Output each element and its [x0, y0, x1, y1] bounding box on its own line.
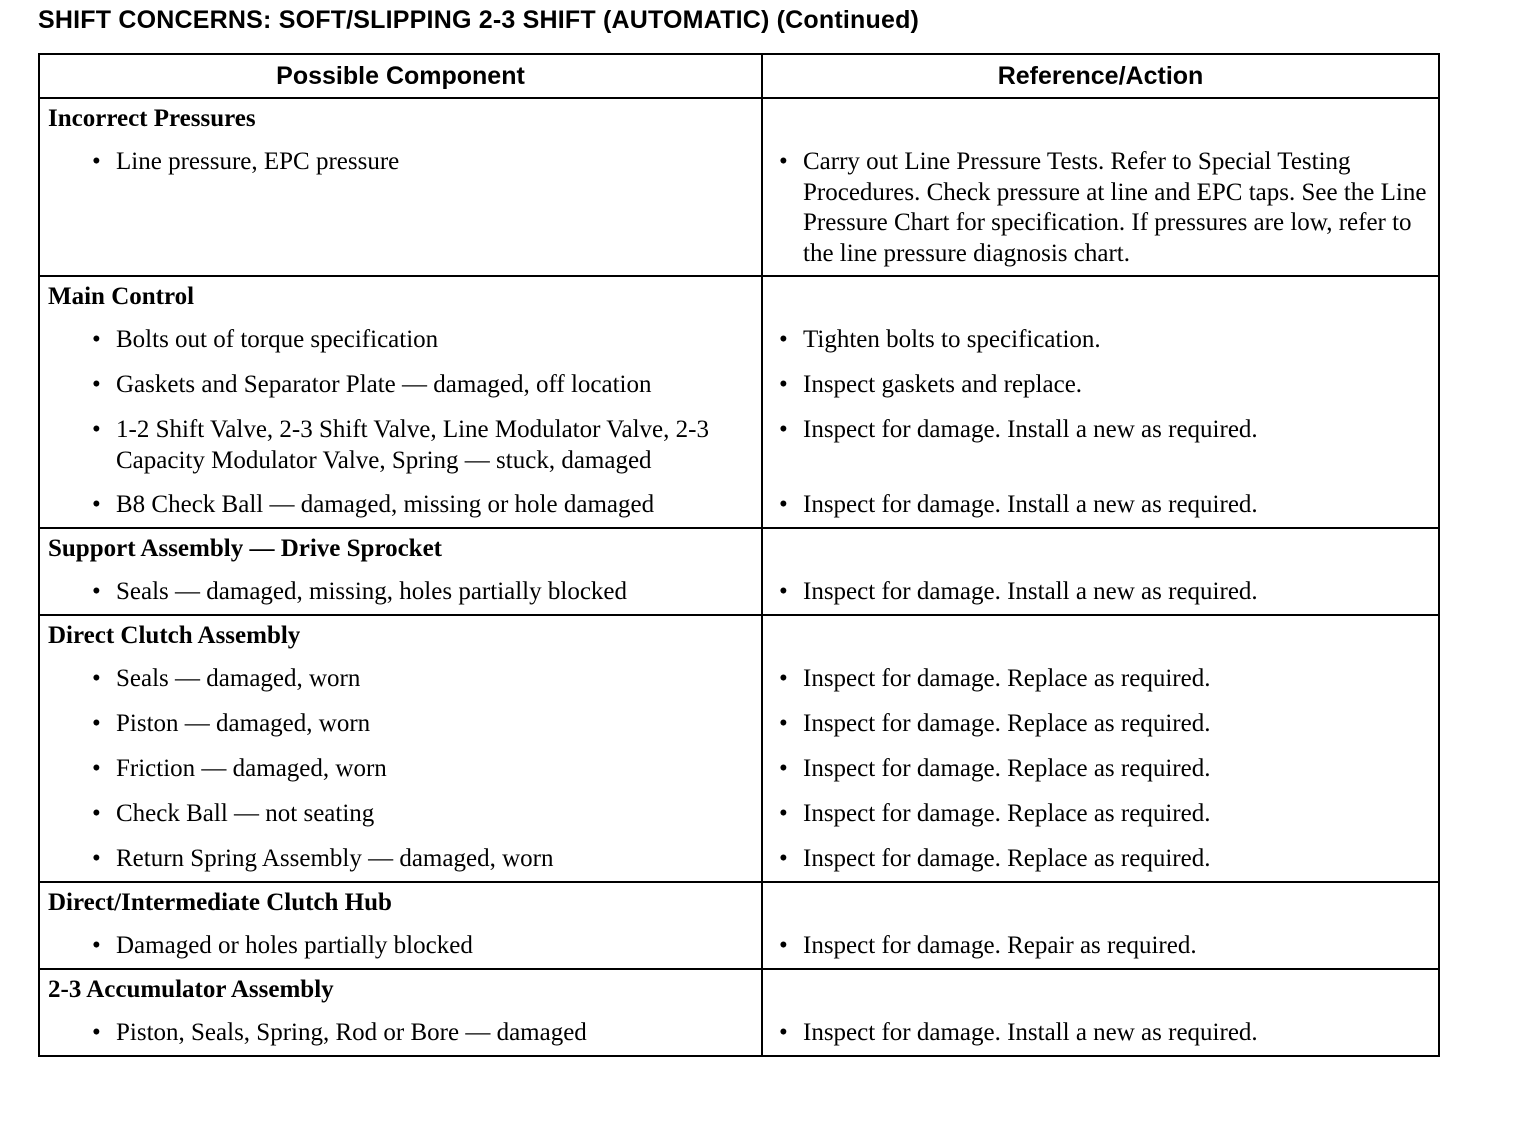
action-item [771, 844, 1430, 875]
action-item [771, 1018, 1430, 1049]
bullet-icon: • [92, 371, 101, 398]
column-header-action: Reference/Action [762, 54, 1439, 98]
action-item-text: Inspect for damage. Replace as required. [803, 755, 1211, 782]
action-cell-content [763, 970, 1438, 1055]
action-item [771, 415, 1430, 476]
component-item-text: Return Spring Assembly — damaged, worn [116, 845, 554, 872]
column-header-component: Possible Component [39, 54, 762, 98]
component-cell-content [40, 970, 761, 1055]
component-cell [39, 276, 762, 528]
action-cell-content [763, 529, 1438, 614]
action-item-text: Inspect for damage. Replace as required. [803, 845, 1211, 872]
action-cell [762, 528, 1439, 615]
component-item-text: Friction — damaged, worn [116, 755, 387, 782]
action-item [771, 931, 1430, 962]
bullet-icon: • [92, 326, 101, 353]
component-item [48, 664, 753, 695]
action-item-text: Inspect for damage. Replace as required. [803, 800, 1211, 827]
component-item-text: Piston, Seals, Spring, Rod or Bore — damaged [116, 1019, 587, 1046]
component-cell [39, 969, 762, 1056]
bullet-icon: • [779, 1019, 788, 1046]
action-item [771, 147, 1430, 269]
bullet-icon: • [92, 578, 101, 605]
component-item [48, 799, 753, 830]
action-item [771, 325, 1430, 356]
action-spacer [771, 974, 1430, 1018]
bullet-icon: • [779, 416, 788, 443]
component-cell-content [40, 616, 761, 881]
bullet-icon: • [779, 800, 788, 827]
bullet-icon: • [92, 1019, 101, 1046]
bullet-icon: • [779, 148, 788, 175]
bullet-icon: • [92, 755, 101, 782]
component-cell [39, 882, 762, 969]
bullet-icon: • [92, 932, 101, 959]
bullet-icon: • [92, 710, 101, 737]
section-heading: Direct Clutch Assembly [48, 622, 301, 649]
action-item-text: Inspect for damage. Replace as required. [803, 665, 1211, 692]
bullet-icon: • [779, 932, 788, 959]
action-cell [762, 882, 1439, 969]
bullet-icon: • [779, 755, 788, 782]
table-row [39, 882, 1439, 969]
section-heading: Main Control [48, 283, 195, 310]
table-body [39, 98, 1439, 1056]
bullet-icon: • [779, 578, 788, 605]
component-item [48, 709, 753, 740]
component-item [48, 931, 753, 962]
action-spacer [771, 620, 1430, 664]
bullet-icon: • [779, 491, 788, 518]
section-heading: 2-3 Accumulator Assembly [48, 976, 334, 1003]
component-item-text: Seals — damaged, worn [116, 665, 361, 692]
component-cell-content [40, 529, 761, 614]
table-row [39, 98, 1439, 276]
action-cell [762, 98, 1439, 276]
action-item-text: Inspect for damage. Replace as required. [803, 710, 1211, 737]
component-item [48, 370, 753, 401]
component-item-text: B8 Check Ball — damaged, missing or hole damaged [116, 491, 655, 518]
component-item-text: Damaged or holes partially blocked [116, 932, 473, 959]
component-item [48, 1018, 753, 1049]
action-spacer [771, 281, 1430, 325]
action-cell-content [763, 616, 1438, 881]
diagnosis-table [38, 53, 1440, 1057]
component-item [48, 844, 753, 875]
action-item [771, 577, 1430, 608]
component-item-text: Gaskets and Separator Plate — damaged, off location [116, 371, 652, 398]
component-item [48, 754, 753, 785]
component-item [48, 415, 753, 476]
action-item [771, 709, 1430, 740]
action-spacer [771, 887, 1430, 931]
action-cell [762, 615, 1439, 882]
bullet-icon: • [92, 416, 101, 443]
component-item [48, 147, 753, 269]
bullet-icon: • [92, 148, 101, 175]
bullet-icon: • [779, 710, 788, 737]
bullet-icon: • [92, 800, 101, 827]
action-cell [762, 276, 1439, 528]
component-cell [39, 528, 762, 615]
bullet-icon: • [92, 491, 101, 518]
component-cell-content [40, 277, 761, 527]
bullet-icon: • [92, 845, 101, 872]
action-item-text: Inspect for damage. Install a new as required. [803, 491, 1258, 518]
action-item [771, 799, 1430, 830]
table-row [39, 276, 1439, 528]
component-item-text: Check Ball — not seating [116, 800, 375, 827]
bullet-icon: • [779, 371, 788, 398]
component-cell-content [40, 99, 761, 275]
action-item [771, 664, 1430, 695]
action-spacer [771, 533, 1430, 577]
component-item [48, 490, 753, 521]
component-item-text: Line pressure, EPC pressure [116, 148, 400, 175]
section-heading: Support Assembly — Drive Sprocket [48, 535, 443, 562]
component-item [48, 577, 753, 608]
table-row [39, 969, 1439, 1056]
action-cell [762, 969, 1439, 1056]
component-cell-content [40, 883, 761, 968]
action-item-text: Inspect gaskets and replace. [803, 371, 1083, 398]
action-item-text: Carry out Line Pressure Tests. Refer to Special Testing Procedures. Check pressure at line and EPC taps. See the Line Pressure Chart for specification. If pressures are low, refer to the line pressure diagnosis chart. [803, 148, 1427, 267]
component-cell [39, 615, 762, 882]
bullet-icon: • [779, 845, 788, 872]
action-cell-content [763, 883, 1438, 968]
action-spacer [771, 103, 1430, 147]
action-cell-content [763, 99, 1438, 275]
bullet-icon: • [779, 326, 788, 353]
action-item-text: Tighten bolts to specification. [803, 326, 1101, 353]
section-heading: Incorrect Pressures [48, 105, 256, 132]
component-item [48, 325, 753, 356]
component-item-text: 1-2 Shift Valve, 2-3 Shift Valve, Line Modulator Valve, 2-3 Capacity Modulator Valve, Spring — stuck, damaged [116, 416, 709, 474]
action-cell-content [763, 277, 1438, 527]
component-item-text: Piston — damaged, worn [116, 710, 371, 737]
action-item-text: Inspect for damage. Install a new as required. [803, 416, 1258, 443]
action-item-text: Inspect for damage. Repair as required. [803, 932, 1197, 959]
action-item-text: Inspect for damage. Install a new as required. [803, 1019, 1258, 1046]
action-item [771, 490, 1430, 521]
action-item-text: Inspect for damage. Install a new as required. [803, 578, 1258, 605]
component-item-text: Seals — damaged, missing, holes partially blocked [116, 578, 628, 605]
action-item [771, 370, 1430, 401]
component-cell [39, 98, 762, 276]
component-item-text: Bolts out of torque specification [116, 326, 439, 353]
page-title: SHIFT CONCERNS: SOFT/SLIPPING 2-3 SHIFT (AUTOMATIC) (Continued) [38, 6, 920, 34]
bullet-icon: • [779, 665, 788, 692]
table-row [39, 528, 1439, 615]
table-header-row [39, 54, 1439, 98]
action-item [771, 754, 1430, 785]
section-heading: Direct/Intermediate Clutch Hub [48, 889, 392, 916]
table-row [39, 615, 1439, 882]
bullet-icon: • [92, 665, 101, 692]
